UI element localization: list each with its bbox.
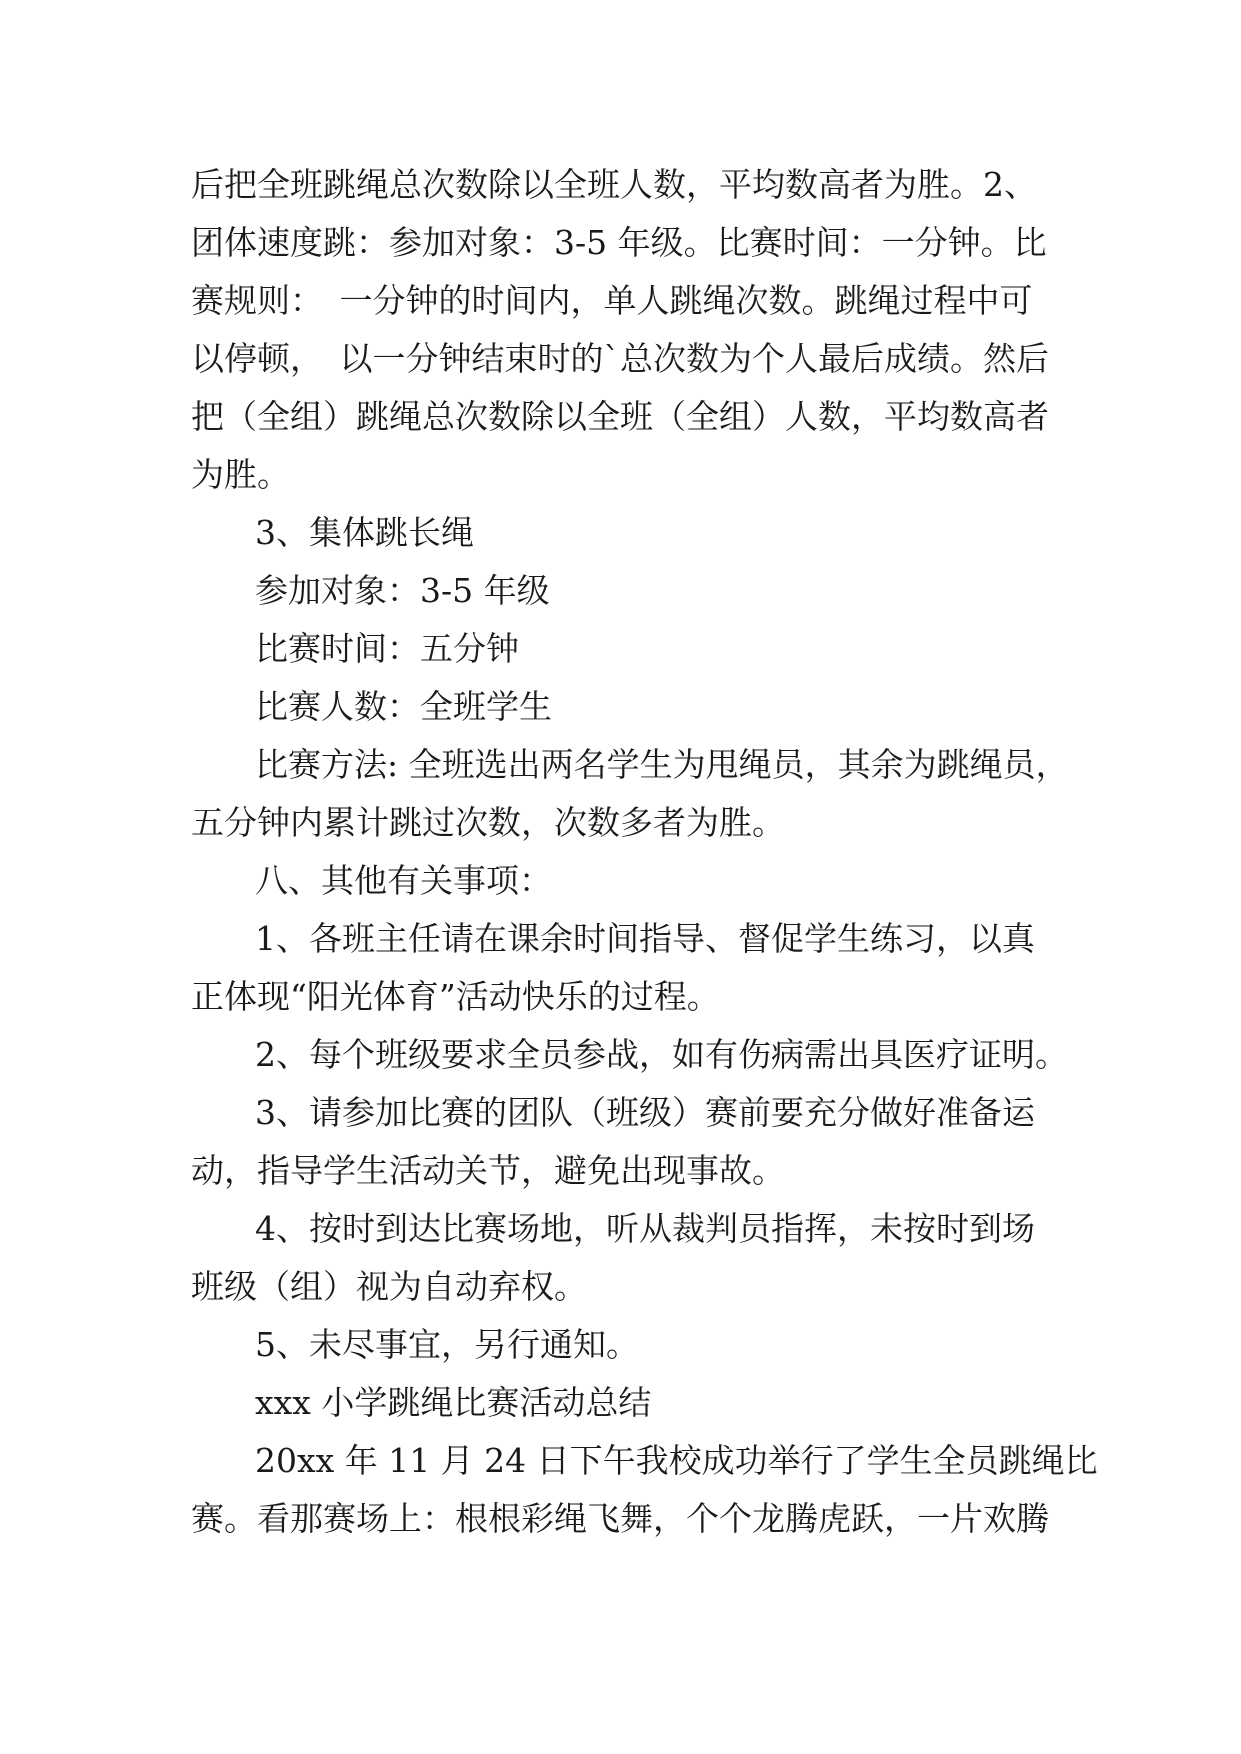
section-heading: 八、其他有关事项： bbox=[255, 861, 552, 900]
text-line: 参加对象：3-5 年级 bbox=[255, 571, 550, 610]
text-line: 比赛时间：五分钟 bbox=[255, 629, 519, 668]
text-line: 班级（组）视为自动弃权。 bbox=[191, 1267, 587, 1306]
text-line: 2、每个班级要求全员参战，如有伤病需出具医疗证明。 bbox=[255, 1035, 1068, 1074]
text-line: 20xx 年 11 月 24 日下午我校成功举行了学生全员跳绳比 bbox=[255, 1441, 1098, 1480]
text-line: 赛规则： 一分钟的时间内，单人跳绳次数。跳绳过程中可 bbox=[191, 281, 1033, 320]
text-line: 动，指导学生活动关节，避免出现事故。 bbox=[191, 1151, 785, 1190]
section-title: xxx 小学跳绳比赛活动总结 bbox=[255, 1383, 652, 1422]
text-line: 赛。看那赛场上：根根彩绳飞舞，个个龙腾虎跃，一片欢腾 bbox=[191, 1499, 1049, 1538]
text-line: 团体速度跳：参加对象：3-5 年级。比赛时间：一分钟。比 bbox=[191, 223, 1047, 262]
text-line: 以停顿， 以一分钟结束时的`总次数为个人最后成绩。然后 bbox=[191, 339, 1049, 378]
text-line: 后把全班跳绳总次数除以全班人数，平均数高者为胜。2、 bbox=[191, 165, 1037, 204]
text-line: 5、未尽事宜，另行通知。 bbox=[255, 1325, 639, 1364]
text-line: 五分钟内累计跳过次数，次数多者为胜。 bbox=[191, 803, 785, 842]
text-line: 正体现“阳光体育”活动快乐的过程。 bbox=[191, 977, 720, 1016]
text-line: 为胜。 bbox=[191, 455, 290, 494]
section-heading: 3、集体跳长绳 bbox=[255, 513, 474, 552]
text-line: 4、按时到达比赛场地，听从裁判员指挥，未按时到场 bbox=[255, 1209, 1035, 1248]
text-line: 比赛人数：全班学生 bbox=[255, 687, 552, 726]
text-line: 把（全组）跳绳总次数除以全班（全组）人数，平均数高者 bbox=[191, 397, 1049, 436]
text-line: 3、请参加比赛的团队（班级）赛前要充分做好准备运 bbox=[255, 1093, 1035, 1132]
text-line: 比赛方法: 全班选出两名学生为甩绳员，其余为跳绳员， bbox=[255, 745, 1069, 784]
text-line: 1、各班主任请在课余时间指导、督促学生练习，以真 bbox=[255, 919, 1035, 958]
